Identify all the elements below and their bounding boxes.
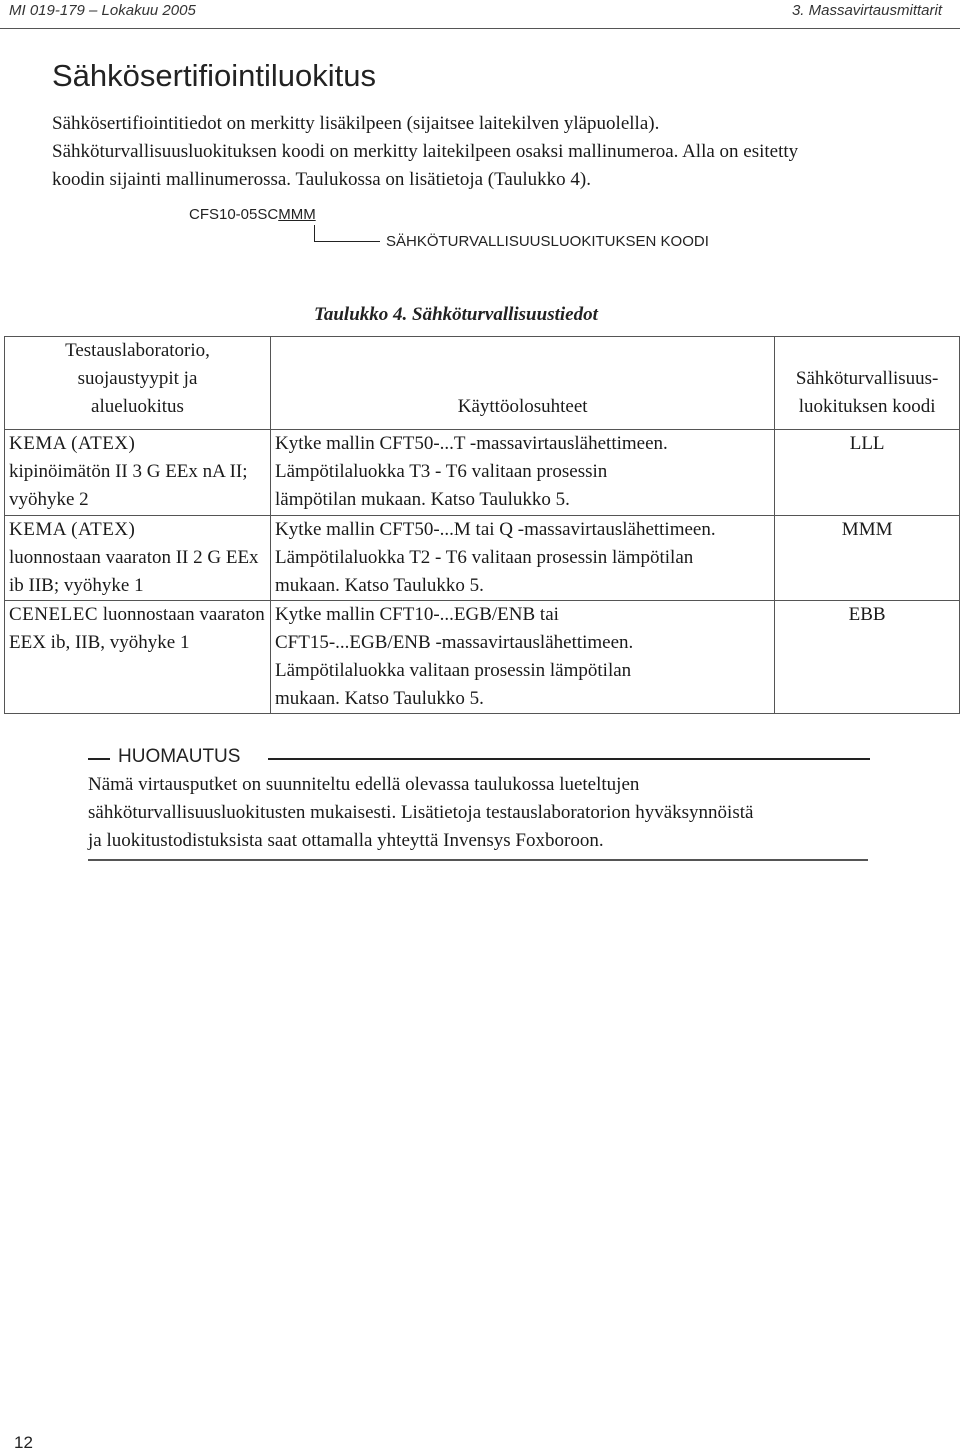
intro-line: Sähkösertifiointitiedot on merkitty lisäkilpeen (sijaitsee laitekilven yläpuolella). — [52, 113, 660, 134]
leader-line-horizontal — [314, 241, 380, 242]
header-code — [775, 337, 960, 430]
header-rule — [0, 28, 960, 29]
header-doc-id: MI 019-179 – Lokakuu 2005 — [9, 2, 196, 19]
lab-name: KEMA (ATEX) — [9, 519, 136, 540]
lab-detail: kipinöimätön II 3 G EEx nA II; vyöhyke 2 — [9, 461, 248, 510]
condition-line: Lämpötilaluokka T2 - T6 valitaan prosessin lämpötilan — [275, 547, 694, 568]
cell-code: EBB — [775, 601, 960, 714]
lab-name: KEMA (ATEX) — [9, 433, 136, 454]
condition-line: lämpötilan mukaan. Katso Taulukko 5. — [275, 489, 570, 510]
section-title: Sähkösertifiointiluokitus — [52, 58, 376, 93]
header-conditions: Käyttöolosuhteet — [271, 337, 775, 430]
table-caption: Taulukko 4. Sähköturvallisuustiedot — [314, 304, 598, 325]
condition-line: mukaan. Katso Taulukko 5. — [275, 688, 484, 709]
cell-code: MMM — [775, 516, 960, 601]
table-row — [5, 516, 960, 601]
cell-lab — [5, 430, 271, 516]
model-code-highlight: MMM — [278, 206, 316, 223]
leader-line-vertical — [314, 225, 315, 241]
note-title: HUOMAUTUS — [118, 746, 241, 767]
condition-line: Kytke mallin CFT10-...EGB/ENB tai — [275, 604, 559, 625]
condition-line: CFT15-...EGB/ENB -massavirtauslähettimeen. — [275, 632, 634, 653]
note-rule-right — [268, 758, 870, 760]
header-line: suojaustyypit ja — [77, 368, 198, 389]
table-header-row — [5, 337, 960, 430]
header-line: alueluokitus — [91, 396, 184, 417]
note-line: Nämä virtausputket on suunniteltu edellä olevassa taulukossa lueteltujen — [88, 774, 640, 795]
model-code-label: SÄHKÖTURVALLISUUSLUOKITUKSEN KOODI — [386, 233, 709, 250]
cell-conditions — [271, 516, 775, 601]
cell-conditions — [271, 430, 775, 516]
lab-name: CENELEC — [9, 604, 98, 625]
header-line: Testauslaboratorio, — [65, 340, 210, 361]
header-line: luokituksen koodi — [798, 396, 936, 417]
cell-conditions — [271, 601, 775, 714]
condition-line: Kytke mallin CFT50-...T -massavirtauslähettimeen. — [275, 433, 668, 454]
note-line: sähköturvallisuusluokitusten mukaisesti. Lisätietoja testauslaboratorion hyväksynnöistä — [88, 802, 754, 823]
cell-lab — [5, 516, 271, 601]
safety-table — [4, 336, 960, 714]
header-lab — [5, 337, 271, 430]
lab-detail: luonnostaan vaaraton II 2 G EEx ib IIB; vyöhyke 1 — [9, 547, 259, 596]
model-code-prefix: CFS10-05SC — [189, 206, 279, 223]
intro-paragraph — [52, 110, 952, 194]
table-row — [5, 601, 960, 714]
note-line: ja luokitustodistuksista saat ottamalla yhteyttä Invensys Foxboroon. — [88, 830, 604, 851]
header-line: Sähköturvallisuus- — [795, 368, 939, 389]
header-chapter: 3. Massavirtausmittarit — [791, 2, 942, 19]
note-rule-left — [88, 758, 110, 760]
cell-code: LLL — [775, 430, 960, 516]
note-rule-bottom — [88, 859, 868, 861]
lab-detail: luonnostaan vaaraton EEX ib, IIB, vyöhyke 1 — [9, 604, 265, 653]
model-code — [189, 206, 316, 223]
intro-line: Sähköturvallisuusluokituksen koodi on merkitty laitekilpeen osaksi mallinumeroa. Alla on esitetty — [52, 141, 799, 162]
table-row — [5, 430, 960, 516]
intro-line: koodin sijainti mallinumerossa. Taulukossa on lisätietoja (Taulukko 4). — [52, 169, 591, 190]
condition-line: mukaan. Katso Taulukko 5. — [275, 575, 484, 596]
cell-lab — [5, 601, 271, 714]
note-text — [88, 771, 888, 855]
condition-line: Kytke mallin CFT50-...M tai Q -massavirtauslähettimeen. — [275, 519, 716, 540]
condition-line: Lämpötilaluokka T3 - T6 valitaan prosessin — [275, 461, 608, 482]
condition-line: Lämpötilaluokka valitaan prosessin lämpötilan — [275, 660, 632, 681]
page-number: 12 — [14, 1433, 33, 1452]
